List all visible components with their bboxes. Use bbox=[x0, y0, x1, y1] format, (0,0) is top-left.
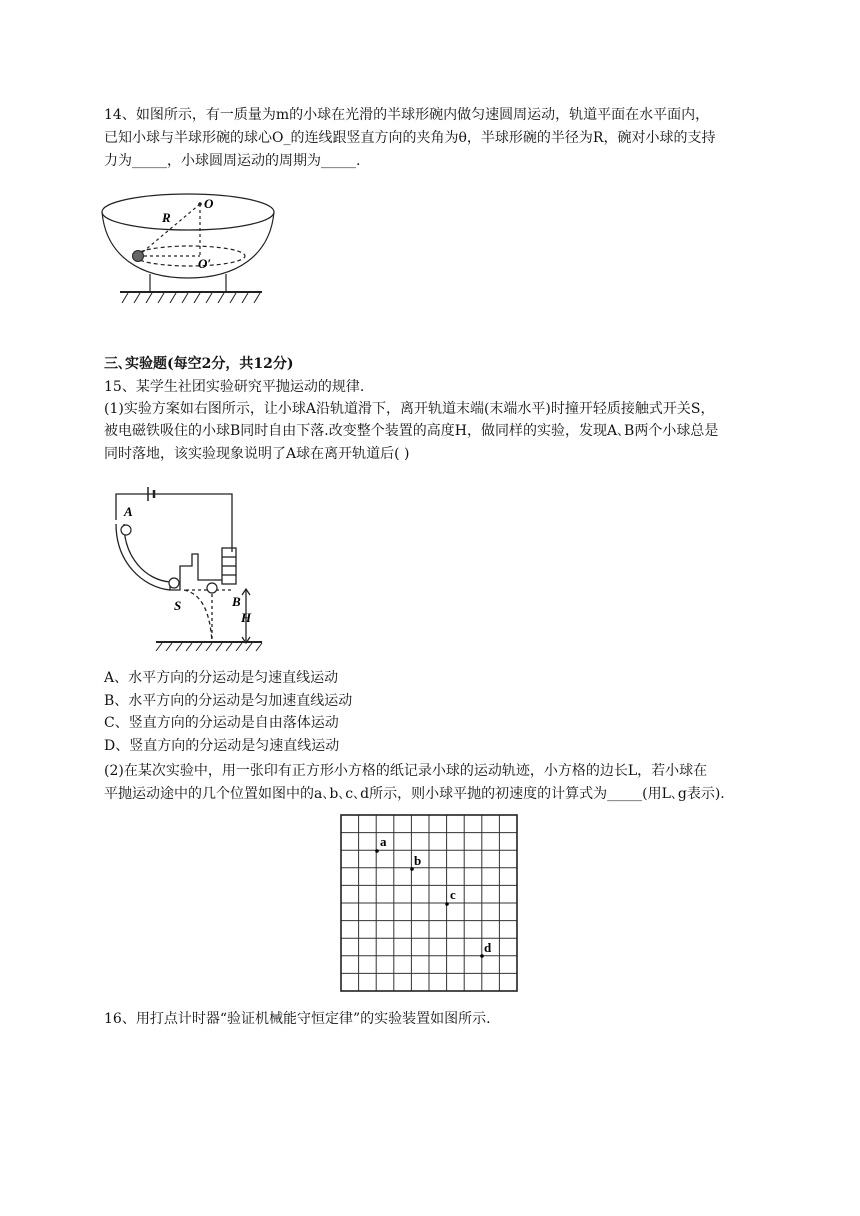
option-b: B、水平方向的分运动是匀加速直线运动 bbox=[104, 693, 353, 709]
q15-part1-line-1: (1)实验方案如右图所示，让小球A沿轨道滑下，离开轨道末端(末端水平)时撞开轻质接触式开关S， bbox=[104, 401, 715, 417]
option-c: C、竖直方向的分运动是自由落体运动 bbox=[104, 715, 339, 731]
q15-intro: 15、某学生社团实验研究平抛运动的规律. bbox=[104, 379, 365, 395]
point-c: c bbox=[450, 887, 456, 902]
q14-line-1: 14、如图所示，有一质量为m的小球在光滑的半球形碗内做匀速圆周运动，轨道平面在水平面内， bbox=[104, 107, 710, 123]
q15-part2-line-2: 平抛运动途中的几个位置如图中的a､b､c､d所示，则小球平抛的初速度的计算式为_____(用L､g表示). bbox=[104, 786, 725, 802]
label-h: H bbox=[241, 610, 252, 625]
apparatus-figure bbox=[102, 482, 272, 654]
q14-line-2: 已知小球与半球形碗的球心O_的连线跟竖直方向的夹角为θ，半球形碗的半径为R，碗对小球的支持 bbox=[104, 130, 716, 146]
bowl-figure bbox=[100, 186, 280, 312]
q16-text: 16、用打点计时器“验证机械能守恒定律”的实验装置如图所示. bbox=[104, 1011, 491, 1027]
label-a: A bbox=[124, 504, 133, 519]
q15-part1-line-3: 同时落地，该实验现象说明了A球在离开轨道后( ) bbox=[104, 446, 410, 462]
option-a: A、水平方向的分运动是匀速直线运动 bbox=[104, 670, 339, 686]
q15-part2-line-1: (2)在某次实验中，用一张印有正方形小方格的纸记录小球的运动轨迹，小方格的边长L，若小球在 bbox=[104, 763, 708, 779]
section-3-title: 三､实验题(每空2分，共12分) bbox=[104, 356, 294, 372]
label-b: B bbox=[232, 594, 241, 609]
point-b: b bbox=[414, 853, 422, 868]
label-o-prime: O′ bbox=[198, 256, 212, 271]
option-d: D、竖直方向的分运动是匀速直线运动 bbox=[104, 738, 340, 754]
q14-line-3: 力为_____，小球圆周运动的周期为_____. bbox=[104, 153, 361, 169]
point-a: a bbox=[380, 834, 387, 849]
grid-figure bbox=[340, 814, 520, 994]
label-o: O bbox=[204, 196, 214, 211]
point-d: d bbox=[484, 940, 492, 955]
label-s: S bbox=[174, 598, 182, 613]
q15-part1-line-2: 被电磁铁吸住的小球B同时自由下落.改变整个装置的高度H，做同样的实验，发现A､B两个小球总是 bbox=[104, 423, 719, 439]
label-r: R bbox=[162, 210, 171, 225]
